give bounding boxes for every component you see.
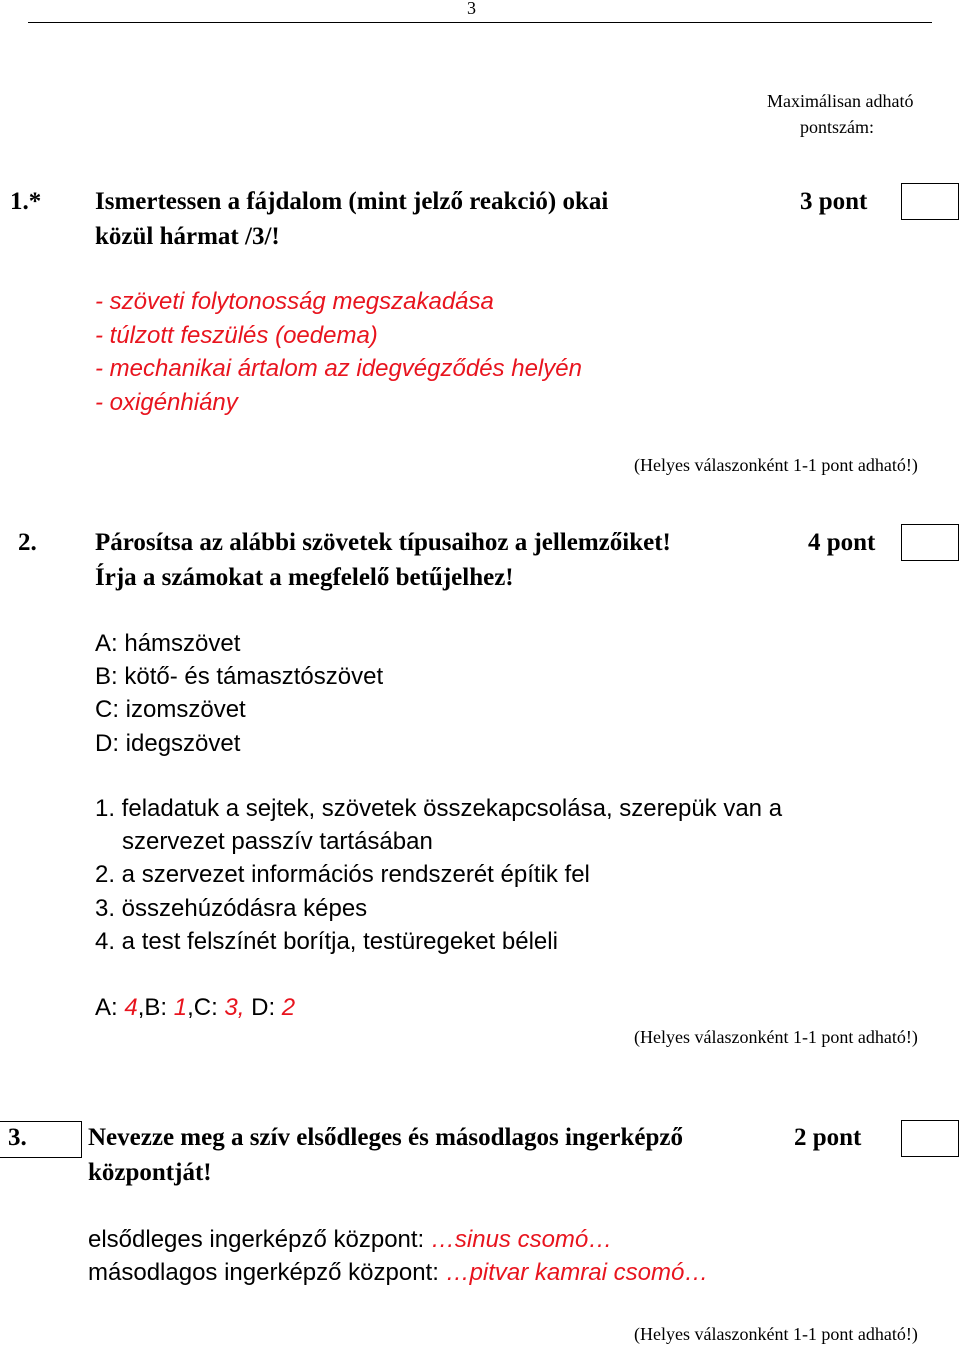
q2-feature-3: 3. összehúzódásra képes xyxy=(95,895,368,922)
q1-answer-4: - oxigénhiány xyxy=(95,389,238,416)
q3-secondary-label: másodlagos ingerképző központ: xyxy=(88,1259,446,1286)
q2-answer-c-label: ,C: xyxy=(187,994,225,1021)
q2-answer-d-label: D: xyxy=(244,994,282,1021)
q2-feature-4: 4. a test felszínét borítja, testüregeket béleli xyxy=(95,928,558,955)
q2-tissue-c: C: izomszövet xyxy=(95,696,246,723)
q3-question-line1: Nevezze meg a szív elsődleges és másodlagos ingerképző xyxy=(88,1124,684,1151)
q2-tissue-b: B: kötő- és támasztószövet xyxy=(95,663,384,690)
q1-question-line1: Ismertessen a fájdalom (mint jelző reakció) okai xyxy=(95,188,609,215)
q2-answer-c-value: 3, xyxy=(224,994,245,1021)
q1-answer-1: - szöveti folytonosság megszakadása xyxy=(95,288,494,315)
q3-primary-answer: …sinus csomó… xyxy=(430,1226,613,1253)
q3-scoring-note: (Helyes válaszonként 1-1 pont adható!) xyxy=(634,1324,918,1344)
page-number: 3 xyxy=(467,0,476,18)
q1-score-box[interactable] xyxy=(901,183,959,220)
q1-points: 3 pont xyxy=(800,188,868,215)
q3-score-box[interactable] xyxy=(901,1120,959,1157)
max-points-label-line1: Maximálisan adható xyxy=(767,91,914,111)
q1-answer-2: - túlzott feszülés (oedema) xyxy=(95,322,378,349)
q3-secondary-line xyxy=(88,1259,708,1287)
q2-points: 4 pont xyxy=(808,529,876,556)
q2-score-box[interactable] xyxy=(901,524,959,561)
q2-question-line2: Írja a számokat a megfelelő betűjelhez! xyxy=(95,564,514,591)
q2-scoring-note: (Helyes válaszonként 1-1 pont adható!) xyxy=(634,1027,918,1047)
q2-answer-b-label: ,B: xyxy=(137,994,174,1021)
header-rule xyxy=(28,22,932,23)
q2-answer-line xyxy=(95,994,295,1022)
q3-primary-label: elsődleges ingerképző központ: xyxy=(88,1226,431,1253)
q2-answer-d-value: 2 xyxy=(281,994,296,1021)
q1-answer-3: - mechanikai ártalom az idegvégződés helyén xyxy=(95,355,582,382)
q3-secondary-answer: …pitvar kamrai csomó… xyxy=(445,1259,709,1286)
q3-points: 2 pont xyxy=(794,1124,862,1151)
q3-question-line2: központját! xyxy=(88,1159,212,1186)
max-points-label-line2: pontszám: xyxy=(800,117,874,137)
q2-answer-a-label: A: xyxy=(95,994,125,1021)
q2-tissue-d: D: idegszövet xyxy=(95,730,241,757)
q2-feature-1-cont: szervezet passzív tartásában xyxy=(122,828,433,855)
q2-question-line1: Párosítsa az alábbi szövetek típusaihoz a jellemzőiket! xyxy=(95,529,671,556)
q1-scoring-note: (Helyes válaszonként 1-1 pont adható!) xyxy=(634,455,918,475)
q2-answer-a-value: 4 xyxy=(124,994,138,1021)
q2-feature-2: 2. a szervezet információs rendszerét építik fel xyxy=(95,861,590,888)
q1-number: 1.* xyxy=(10,188,42,215)
q2-feature-1: 1. feladatuk a sejtek, szövetek összekapcsolása, szerepük van a xyxy=(95,795,783,822)
q3-primary-line xyxy=(88,1226,612,1254)
q2-tissue-a: A: hámszövet xyxy=(95,630,241,657)
q1-question-line2: közül hármat /3/! xyxy=(95,223,280,250)
q3-number: 3. xyxy=(8,1124,27,1151)
q2-answer-b-value: 1 xyxy=(173,994,188,1021)
q2-number: 2. xyxy=(18,529,37,556)
